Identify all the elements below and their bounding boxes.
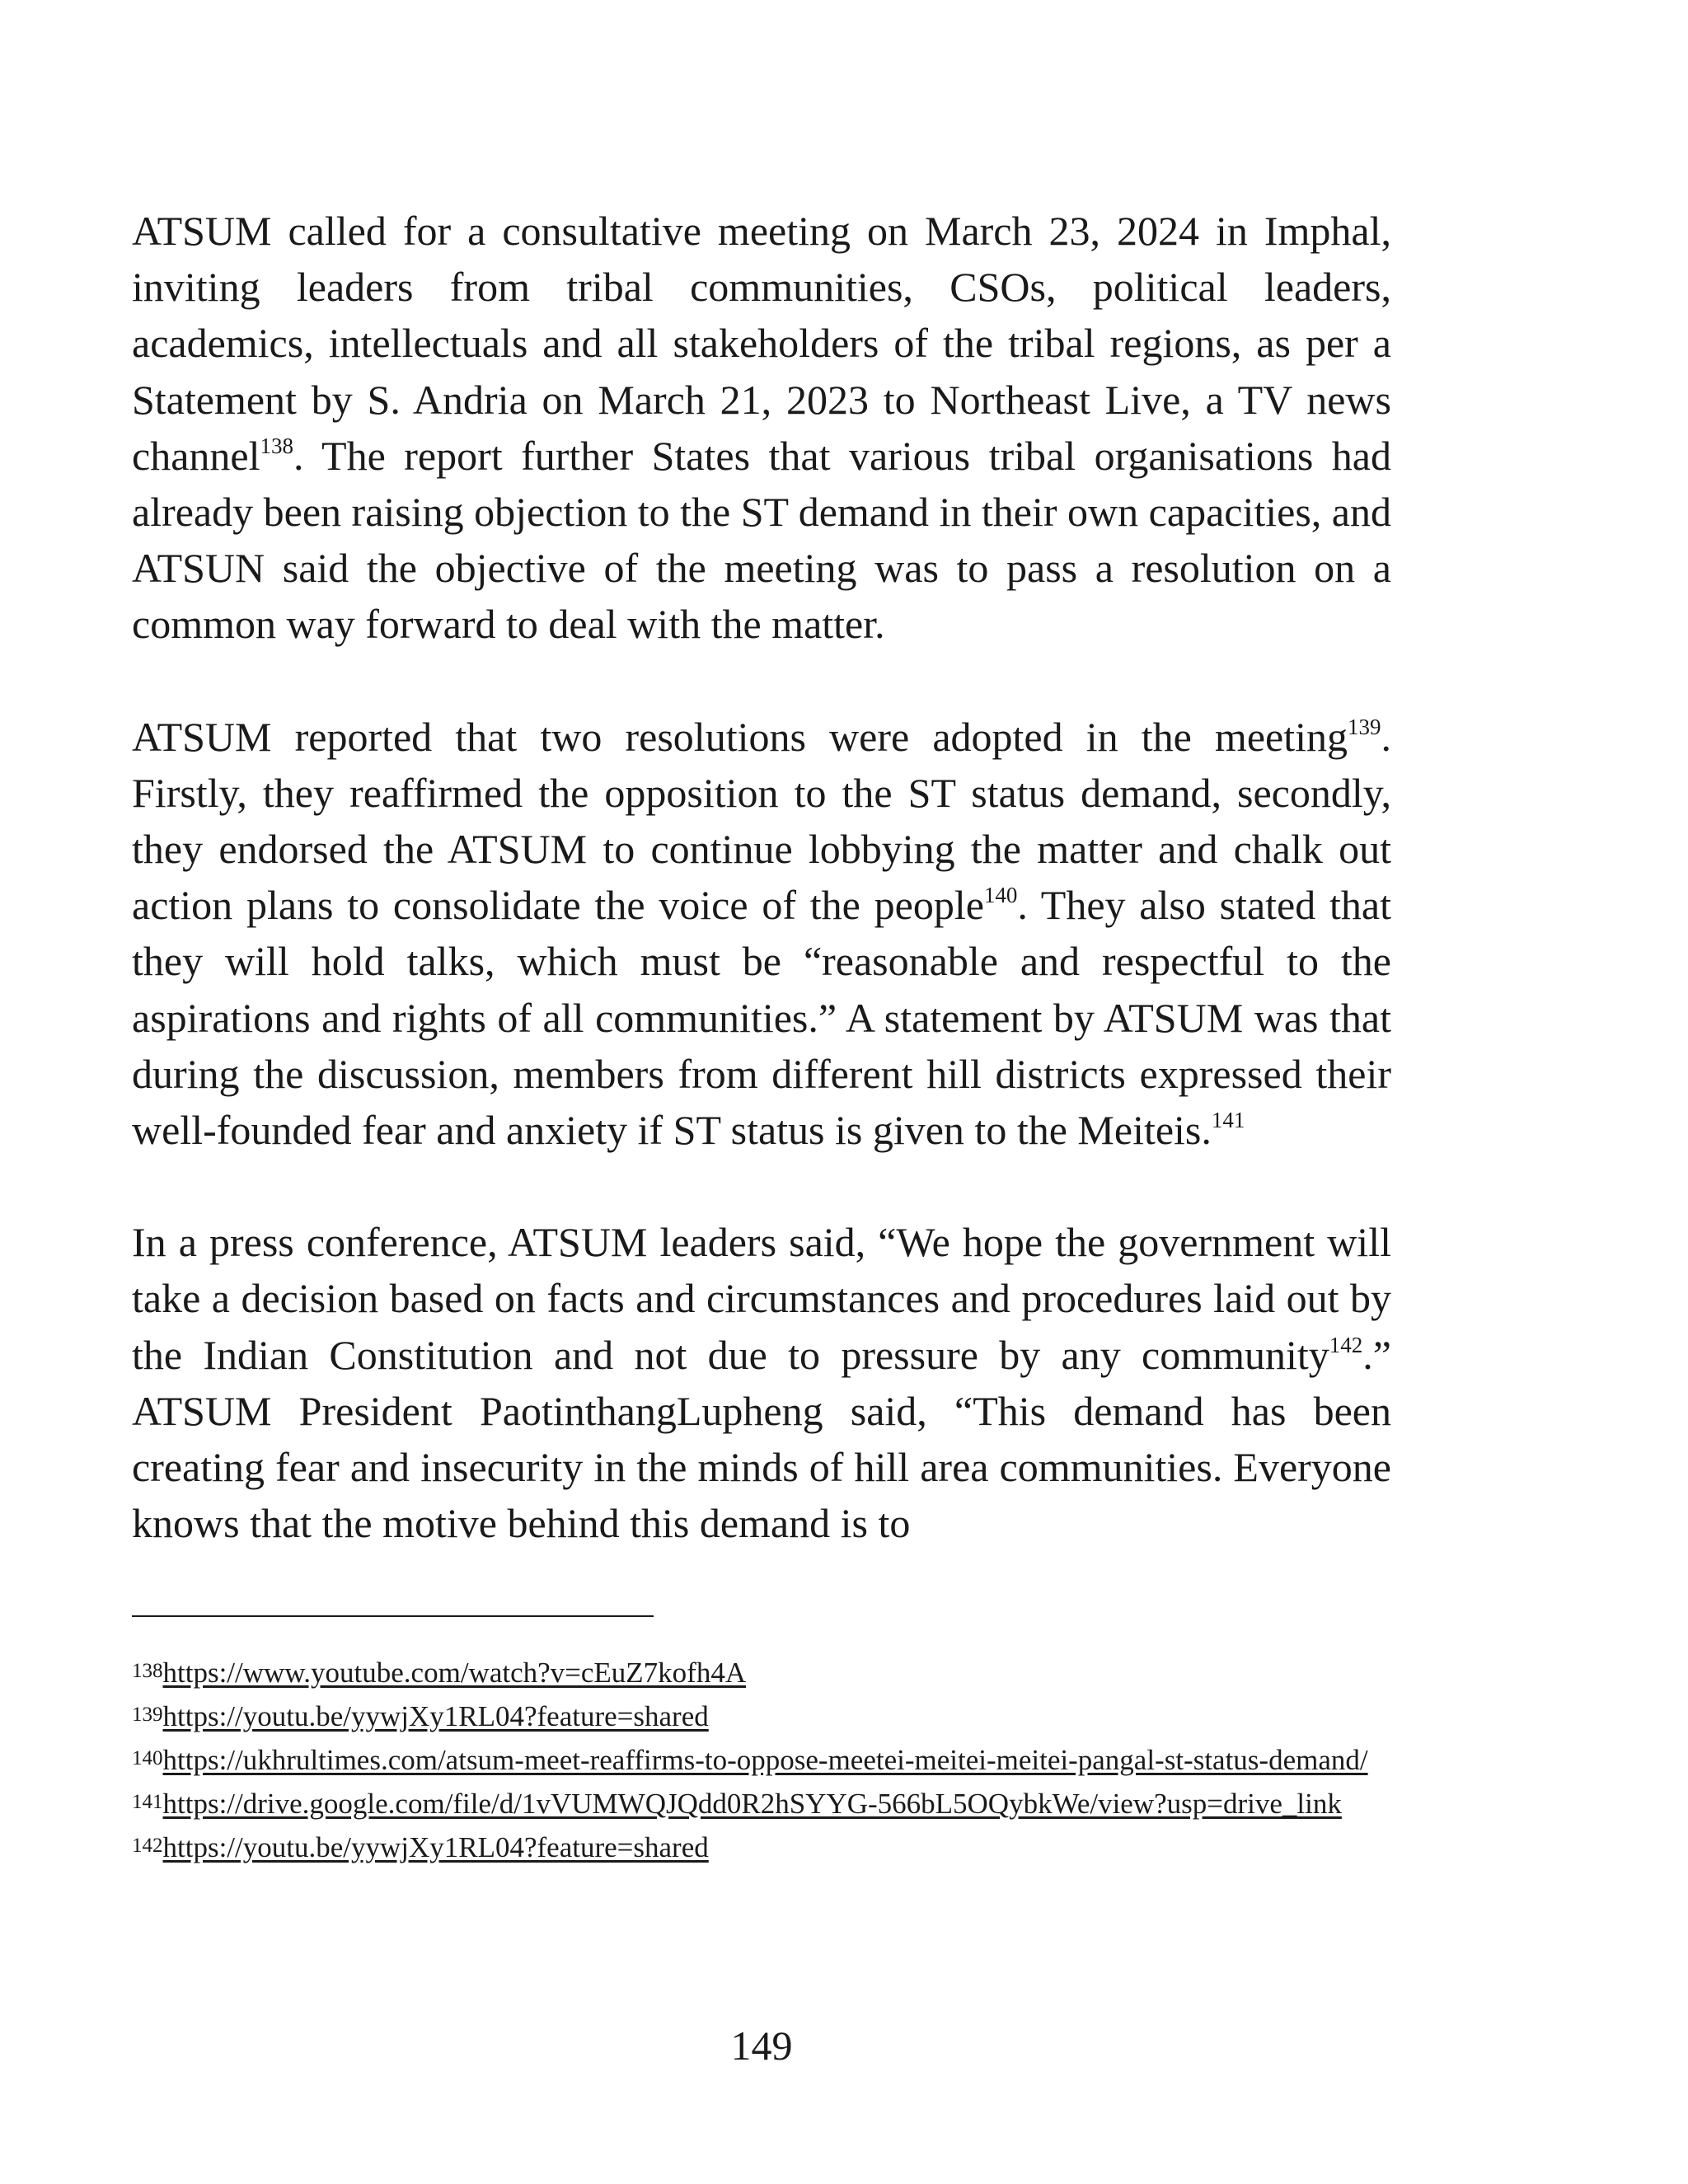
footnote-link-140[interactable]: https://ukhrultimes.com/atsum-meet-reaffirms-to-oppose-meetei-meitei-meitei-pangal-st-status-demand/ — [162, 1744, 1368, 1776]
paragraph-1-text-b: . The report further States that various tribal organisations had already been raising objection to the ST demand in their own capacities, and ATSUN said the objective of the meeting was to pass a resolution on a common way forward to deal with the matter. — [132, 432, 1391, 648]
paragraph-2-text-b: . Firstly, they reaffirmed the opposition to the ST status demand, secondly, they endorsed the ATSUM to continue lobbying the matter and chalk out action plans to consolidate the voice of the people — [132, 713, 1391, 929]
footnote-number: 142 — [132, 1835, 163, 1857]
paragraph-2-text-a: ATSUM reported that two resolutions were adopted in the meeting — [132, 713, 1348, 760]
footnote-141 — [132, 1781, 1391, 1825]
footnote-139 — [132, 1694, 1391, 1737]
footnote-ref-142[interactable]: 142 — [1329, 1332, 1363, 1357]
body-text — [132, 203, 1391, 1551]
footnote-ref-138[interactable]: 138 — [260, 433, 293, 458]
footnote-number: 138 — [132, 1660, 163, 1682]
paragraph-1 — [132, 203, 1391, 653]
footnote-divider — [132, 1615, 654, 1617]
paragraph-3 — [132, 1214, 1391, 1551]
footnote-number: 140 — [132, 1747, 163, 1769]
footnote-number: 141 — [132, 1791, 163, 1813]
footnotes-section — [132, 1615, 1391, 1868]
footnote-link-141[interactable]: https://drive.google.com/file/d/1vVUMWQJQdd0R2hSYYG-566bL5OQybkWe/view?usp=drive_link — [162, 1788, 1342, 1820]
footnote-140 — [132, 1737, 1391, 1781]
footnote-link-138[interactable]: https://www.youtube.com/watch?v=cEuZ7kofh4A — [162, 1657, 747, 1689]
paragraph-2-text-c: . They also stated that they will hold talks, which must be “reasonable and respectful to the aspirations and rights of all communities.” A statement by ATSUM was that during the discussion, members from different hill districts expressed their well-founded fear and anxiety if ST status is given to the Meiteis. — [132, 882, 1391, 1154]
footnote-138 — [132, 1650, 1391, 1694]
footnote-link-142[interactable]: https://youtu.be/yywjXy1RL04?feature=shared — [162, 1831, 709, 1863]
page-number: 149 — [730, 2022, 793, 2069]
footnote-link-139[interactable]: https://youtu.be/yywjXy1RL04?feature=shared — [162, 1700, 709, 1732]
paragraph-1-text-a: ATSUM called for a consultative meeting on March 23, 2024 in Imphal, inviting leaders from tribal communities, CSOs, political leaders, academics, intellectuals and all stakeholders of the tribal regions, as per a Statement by S. Andria on March 21, 2023 to Northeast Live, a TV news channel — [132, 208, 1391, 479]
footnote-ref-140[interactable]: 140 — [983, 883, 1018, 908]
footnote-ref-141[interactable]: 141 — [1211, 1108, 1245, 1133]
footnote-ref-139[interactable]: 139 — [1348, 714, 1381, 739]
paragraph-3-text-b: .” ATSUM President PaotinthangLupheng said, “This demand has been creating fear and insecurity in the minds of hill area communities. Everyone knows that the motive behind this demand is to — [132, 1331, 1391, 1547]
footnote-number: 139 — [132, 1704, 163, 1726]
footnote-142 — [132, 1825, 1391, 1868]
paragraph-3-text-a: In a press conference, ATSUM leaders said, “We hope the government will take a decision based on facts and circumstances and procedures laid out by the Indian Constitution and not due to pressure by any community — [132, 1219, 1391, 1378]
paragraph-2 — [132, 709, 1391, 1159]
